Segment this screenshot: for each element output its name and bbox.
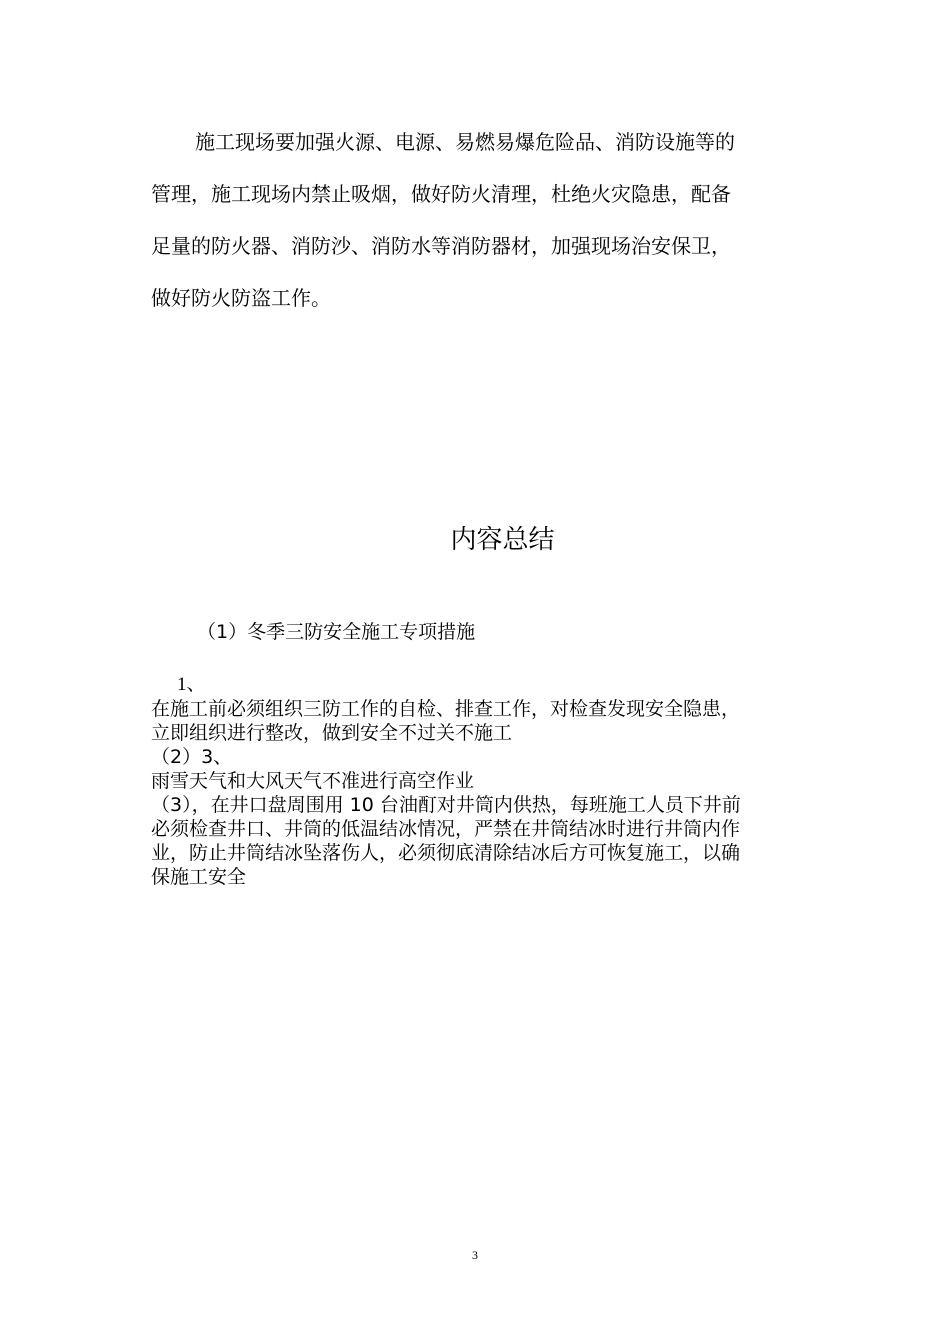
- item-2-line-1: 雨雪天气和大风天气不准进行高空作业: [151, 770, 475, 792]
- item-3-line-3: 业，防止井筒结冰坠落伤人，必须彻底清除结冰后方可恢复施工，以确: [151, 842, 741, 864]
- item-3-line-4: 保施工安全: [151, 866, 247, 888]
- summary-title: 内容总结: [450, 525, 555, 555]
- intro-line-4: 做好防火防盗工作。: [151, 286, 331, 310]
- intro-paragraph: [151, 116, 801, 324]
- intro-line-1: 施工现场要加强火源、电源、易燃易爆危险品、消防设施等的: [195, 130, 735, 154]
- item-1-line-2: 立即组织进行整改，做到安全不过关不施工: [151, 722, 513, 744]
- item-1-number: 1、: [177, 674, 206, 695]
- summary-heading: （1）冬季三防安全施工专项措施: [197, 621, 476, 643]
- page-number: 3: [472, 1248, 478, 1262]
- item-1-line-1: 在施工前必须组织三防工作的自检、排查工作，对检查发现安全隐患，: [151, 698, 741, 720]
- item-3-line-1: （3），在井口盘周围用 10 台油酊对井筒内供热，每班施工人员下井前: [151, 794, 741, 816]
- summary-section: [151, 620, 811, 889]
- intro-line-3: 足量的防火器、消防沙、消防水等消防器材，加强现场治安保卫，: [151, 234, 731, 258]
- item-3-line-2: 必须检查井口、井筒的低温结冰情况，严禁在井筒结冰时进行井筒内作: [151, 818, 741, 840]
- intro-line-2: 管理，施工现场内禁止吸烟，做好防火清理，杜绝火灾隐患，配备: [151, 182, 731, 206]
- item-2-number: （2）3、: [151, 746, 233, 768]
